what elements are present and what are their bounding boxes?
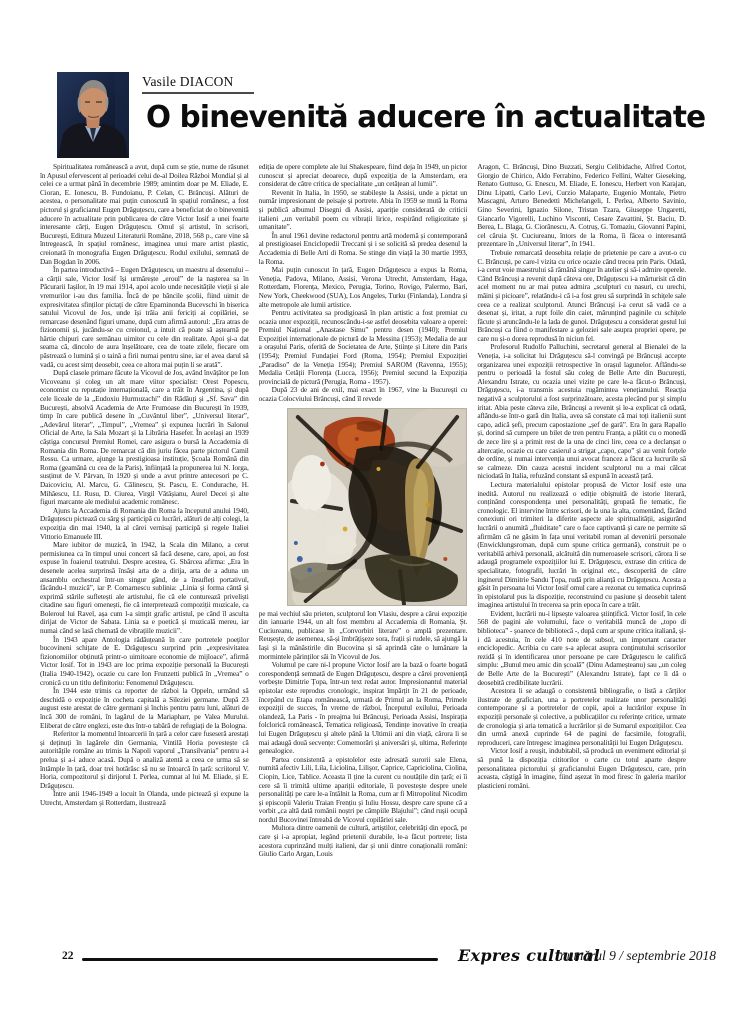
article-body [40,163,686,958]
paragraph: Lectura materialului epistolar propusă de Victor Iosif este una inedită. Autorul nu realizează o ediție obișnuită de istorie literară, conținând corespondența unei personalități, grupată fie tematic, fie cronologic. El intervine între scrisori, de la una la alta, comentând, făcând conexiuni ori trimiteri la diferite aspecte ale spiritualității, asigurând lucrării o anumită „fluiditate” care o face captivantă și care ne permite să afirmăm că ne găsim în fața unui veritabil roman al devenirii personale (Enwicklungsroman, după cum spune critica germană), construit pe o veritabilă arhivă personală, alcătuită din numeroasele scrisori, cărora li se adaugă programele expozițiilor lui E. Drăguțescu, extrase din critica de specialitate, fotografii, lucrări în original etc., descoperită de către inginerul Dimitrie Sandu Țopa, rudă prin alianță cu Drăguțescu. Acesta a găsit în persoana lui Victor Iosif omul care a rezonat cu tematica cuprinsă în epistolarul pus la dispoziție, reconstruind cu pasiune și deosebit talent imaginea artistului în trecerea sa prin epoca în care a trăit. [477,479,686,610]
paragraph: Referitor la momentul întoarcerii în țară a celor care fuseseră arestați și deținuți în lagărele din Germania, Vintilă Horia povestește că autoritățile române au trimis la Napoli vaporul „Transilvania” pentru a-i prelua și a-i aduce acasă. După o analiză atentă a ceea ce urma să se întâmple în țară, doar trei hotărăsc să nu se întoarcă în țară: scriitorul V. Horia, compozitorul și dirijorul I. Perlea, cumnat al lui M. Eliade, și E. Drăguțescu. [40,729,249,790]
paragraph: Multora dintre oamenii de cultură, artiștilor, celebrități din epocă, pe care și i-a apropiat, legând prietenii durabile, le-a făcut portrete; lista acestora cuprinzând mulți italieni, dar și unii dintre conaționalii români: Giulio Carlo Argan, Louis [258,823,468,859]
paragraph-list-1 [40,163,249,808]
column-2 [259,163,468,958]
paragraph: Volumul pe care ni-l propune Victor Iosif are la bază o foarte bogată corespondență semnată de Eugen Drăguțescu, despre a cărei proveniență vorbește Dimitrie Țopa, într-un text redat autor. Impresionantul material epistolar este reprodus cronologic, inspirat împărțit în 21 de perioade, începând cu Etapa românească, urmată de Primul an la Roma, Primele expoziții de succes, În vreme de război, Începutul exilului, Perioada olandeză, La Paris - în preajma lui Brâncuși, Perioada Assisi, Inspirația folclorică românească, Tematica religioasă, Tendințe inovative în creația lui Eugen Drăguțescu și altele până la Ultimii ani din viață, cărora li se mai adaugă două secvențe: Comemorări și aniversări și, ultima, Referințe genealogice. [258,660,468,756]
paragraph: În anul 1961 devine redactorul pentru artă modernă și contemporană al prestigioasei Enciclopedii Treccani și i se solicită să predea desenul la Accademia di Belle Arti di Roma. Se stinge din viață la 30 martie 1993, la Roma. [258,230,468,266]
paragraph: Victor Iosif a reușit, indubitabil, să producă un eveniment editorial și să pună la dispoziția cititorilor o carte cu totul aparte despre personalitatea pictorului și graficianului Eugen Drăguțescu, care, prin aceasta, câștigă în imagine, fiind așezat în mod firesc în galeria marilor plasticieni români. [477,746,686,790]
paragraph: Aragon, C. Brâncuși, Dino Buzzati, Sergiu Celibidache, Alfred Cortot, Giorgio de Chirico, Aldo Ferrabino, Federico Fellini, Walter Gieseking, Renato Guttuso, G. Enescu, M. Eliade, E. Ionescu, Herbert von Karajan, Dinu Lipatti, Carlo Levi, Curzio Malaparte, Eugenio Montale, Pietro Mascagni, Arturo Benedetti Michelangeli, I. Perlea, Alberto Savinio, Gino Severini, Ignazio Silone, Tristan Tzara, Giuseppe Ungaretti, Giancarlo Vigorelli, Luchino Visconti, Cesare Zavattini, Șt. Baciu, D. Berea, L. Blaga, G. Ciorănescu, A. Cotruș, G. Tomaziu, Giovanni Papini, cel căruia Șt. Cuciureanu, întors de la Roma, îi făcea o interesantă prezentare în „Universul literar”, în 1941. [477,163,686,249]
paragraph: Ajuns la Accademia di Romania din Roma la începutul anului 1940, Drăguțescu pictează cu sârg și participă cu lucrări, alături de alți colegi, la expoziția din mai 1940, la al cărei vernisaj participă și regele Italiei Vittorio Emanuele III. [40,505,249,541]
paragraph: După clasele primare făcute la Vicovul de Jos, având învățător pe Ion Vicoveanu și coleg un alt mare viitor specialist: Orest Popescu, economist cu reputație internațională, care a trăit în Argentina, și după cele liceale de la „Eudoxiu Hurmuzachi” din Rădăuți și „Sf. Sava” din București, absolvă Academia de Arte Frumoase din București în 1939, timp în care publică desene în „Cuvântul liber”, „Universul literar”, „Adevărul literar”, „Timpul”, „Vremea” și expunea lucrări în Salonul Oficial de Arte, la Sala Mozart și la Librăria Hasefer. În același an 1939 câștiga concursul Premiul Romei, care asigura o bursă la Accademia di Romania din Roma. De remarcat că din juriu făcea parte pictorul Camil Ressu. Ca urmare, ajunge la prestigioasa instituție, Școala Română din Roma (geamănă cu cea de la Paris), înființată la propunerea lui N. Iorga, susținut de V. Pârvan, în 1920 și unde a avut printre antecesori pe C. Daicoviciu, Al. Marcu, G. Călinescu, Șt. Pascu, E. Condurache, H. Mihăescu, I.I. Rusu, D. Ciurea, Virgil Vătășianu, Aurel Decei și alte figuri marcante ale mediului academic românesc. [40,368,249,507]
page-number: 22 [62,950,74,962]
author-underline [142,92,254,94]
paragraph-list-2a [259,163,468,404]
paragraph-list-3 [477,163,686,790]
column-1 [40,163,249,958]
paragraph: Pentru activitatea sa prodigioasă în plan artistic a fost premiat cu ocazia unor expoziții, recunoscându-i-se astfel deosebita valoare a operei: Premiul Național „Anastase Simu” pentru desen (1940); Premiul Expoziției internaționale de pictură de la Messina (1953); Medalia de aur a orașului Paris, oferită de Societatea de Arte, Științe și Litere din Paris (1954); Premiul Fundației Ford (Roma, 1954); Premiul Expoziției „Paradiso” de la Veneția 1954); Premiul SAROM (Ravenna, 1955); Medalia Cetății Florența (Lucca, 1956); Premiul secund la Expoziția provincială de pictură (Perugia, Roma - 1957). [258,308,468,386]
paragraph: Trebuie remarcată deosebita relație de prietenie pe care a avut-o cu C. Brâncuși, pe care-l vizita cu orice ocazie când trecea prin Paris. Odată, i-a cerut voie maestrului să rămână singur în atelier și să-i admire operele. Când Brâncuși a revenit după câteva ore, Drăguțescu i-a mărturisit că din acel moment nu ar mai putea admira „sculpturi cu nasuri, cu urechi, mâini și picioare”, relatându-i că i-a fost greu să surprindă în schițele sale ceea ce a realizat sculptorul. Atunci Brâncuși i-a cerut să vadă ce a desenat și, iritat, a rupt foile din caiet, mărunțind paginile cu schițele făcute și aruncându-le la lada de gunoi. Drăguțescu a considerat gestul lui Brâncuși ca fiind o manifestare a geloziei sale asupra propriei opere, pe care nu și-o dorea reprodusă în niciun fel. [477,247,686,343]
paragraph: În 1944 este trimis ca reporter de război la Oppeln, urmând să deschidă o expoziție în cocheta capitală a Sileziei germane. După 23 august este arestat de către germani și închis pentru patru luni, alături de încă 300 de români, în lagărul de la Mariapharr, pe Valea Murului. Eliberat de către englezi, este dus într-o tabără de refugiați de la Bologna. [40,686,249,730]
paragraph: Revenit în Italia, în 1950, se stabilește la Assisi, unde a pictat un număr impresionant de peisaje și portrete. Abia în 1959 se mută la Roma și publică albumul Disegni di Assisi, apariție considerată de criticii italieni „un veritabil poem cu vibrații lirice, respirând religiozitate și umanitate”. [258,187,468,232]
paragraph-list-2b [259,610,468,859]
author-name: Vasile DIACON [142,74,234,89]
paragraph: Între anii 1946-1949 a locuit în Olanda, unde pictează și expune la Utrecht, Amsterdam și Rotterdam, ilustrează [40,789,249,807]
paragraph: Evident, lucrării nu-i lipsește valoarea științifică. Victor Iosif, în cele 568 de pagini ale volumului, face o veritabilă muncă de „topo di biblioteca” - șoarece de bibliotecă -, după cum ar spune critica italiană, și-i dă acestuia, în cele 410 note de subsol, un important caracter enciclopedic. Acribia cu care s-a aplecat asupra conținutului scrisorilor rezidă și în identificarea unor persoane pe care Drăguțescu le califică simplu: „Bunul meu amic din școală” (Dinu Adameșteanu) sau „un coleg de Belle Arte de la București” (Alexandru Istrate), fapt ce îi dă o deosebită credibilitate lucrării. [477,608,686,687]
painting-image [287,408,467,606]
column-3 [477,163,686,958]
issue-info: numărul 9 / septembrie 2018 [560,948,716,963]
paragraph: Spiritualitatea românească a avut, după cum se știe, nume de răsunet în Apusul efervescent al perioadei celui de-al Doilea Război Mondial și al celei ce a urmat până în decembrie 1989; amintim doar pe M. Eliade, E. Cioran, E. Ionescu, B. Fundoianu, P. Celan, C. Brâncuși. Alături de acestea, o personalitate mai puțin cunoscută în spațiul românesc, a fost pictorul și graficianul Eugen Drăguțescu, care a beneficiat de o binevenită aducere în actualitate prin publicarea de către Victor Iosif a unei foarte interesante cărți, Eugen Drăguțescu. Omul și artistul, în scrisori, București, Editura Muzeul Literaturii Române, 2018, 568 p., care vine să întregească, în spațiul românesc, imaginea unui mare artist plastic, creionată în monografia Eugen Drăguțescu. Rodul exilului, semnată de Dan Bogdan în 2006. [40,163,249,266]
paragraph: Mai puțin cunoscut în țară, Eugen Drăguțescu a expus la Roma, Veneția, Padova, Milano, Assisi, Verona Utrecht, Amsterdam, Haga, Rotterdam, Florența, Mexico, Perugia, Torino, Rovigo, Palermo, Bari, New York, Cheekwood (SUA), Los Angeles, Turku (Finlanda), Londra și alte metropole ale lumii artistice. [258,265,468,309]
paragraph: În partea introductivă – Eugen Drăguțescu, un maestru al desenului – a cărții sale, Victor Iosif își urmărește „eroul” de la nașterea sa în Păcurarii Iașilor, în 19 mai 1914, apoi acolo unde necesitățile vieții și ale vremurilor i-au dus familia. Încă de pe băncile școlii, fiind uimit de expresivitatea sfinților pictați de către Epaminonda Bucevschi în biserica satului Vicovul de Jos, unde își trăia anii fericiți ai copilăriei, se remarcase desenând figuri umane, după cum afirmă autorul: „Era atras de fizionomii și, jucându-se cu creionul, a intuit că poate să aștearnă pe hârtie chipuri care semănau uimitor cu cele din realitate. Apoi și-a dat seama că, dincolo de aura înșelătoare, cea de toate zilele, fiecare om păstrează o lumină și o taină a firii numai pentru sine, iar el avea darul să vadă, cu acest simț deosebit, ceea ce altora mai puțin li se arată”. [40,265,249,369]
paragraph: Partea consistentă a epistolelor este adresată surorii sale Elena, numită afectiv Lili, Lila, Liciolina, Lilișor, Caprice, Capriciolina, Ciolina, Ciopin, Lice, Tablice. Aceasta îl ține la curent cu noutățile din țară; ei îi cere să îi trimită ultime apariții editoriale, îi povestește despre unele personalități pe care le-a întâlnit la Roma, cum ar fi Mitropolitul Nicodim și episcopii Valeriu Traian Frențiu și Iuliu Hossu, despre care spune că a vorbit „ca altă dată românii noștri pe câmpiile Blajului”; când rușii ocupă nordul Bucovinei întreabă de Vicovul copilăriei sale. [258,754,468,824]
paragraph: ediția de opere complete ale lui Shakespeare, fiind deja în 1949, un pictor cunoscut și apreciat deoarece, după expoziția de la Amsterdam, era considerat de către critica de specialitate „un cetățean al lumii”. [258,163,468,189]
abstract-painting-graphic [288,409,466,605]
paragraph: pe mai vechiul său prieten, sculptorul Ion Vlasiu, despre a cărui expoziție din ianuarie 1944, un alt fost membru al Accademia di Romania, Șt. Cuciureanu, publicase în „Convorbiri literare” o amplă prezentare. Reușește, de asemenea, să-și îmbrățișeze sora, frații și rudele, să ajungă la Iași și la mănăstirile din Bucovina și să aprindă câte o lumânare la mormintele părinților săi în Vicovul de Jos. [258,608,468,661]
paragraph: Acestora li se adaugă o consistentă bibliografie, o listă a cărților ilustrate de grafician, una a portretelor realizate unor personalități contemporane și a portretelor de copii, apoi a lucrărilor expuse în expoziții personale și colective, a publicațiilor cu referințe critice, urmate de cronologia și aria tematică a lucrărilor și de Sumarul expozițiilor. Cea din urmă anexă cuprinde 64 de pagini de facsimile, fotografii, reproduceri, care întregesc imaginea personalității lui Eugen Drăguțescu. [477,686,686,747]
paragraph: Mare iubitor de muzică, în 1942, la Scala din Milano, a cerut permisiunea ca în timpul unui concert să facă desene, care, apoi, au fost expuse în foaierul teatrului. Despre acestea, G. Sbârcea afirma: „Era în desenele acelea surprinsă însăși arta de a dirija, arta de a aduna un ansamblu orchestral într-un singur gând, de a însufleți portativul, făcându-l muzică”, iar P. Comarnescu sublinia: „Linia și forma cântă și exprimă stările sufletești ale artistului, fie că ele conturează priveliști citadine sau figuri omenești, fie că interpretează compoziții muzicale, ca Boleroul lui Ravel, așa cum l-a simțit grafic artistul, pe când îl asculta dirijat de Victor de Sabata. Linia sa e poetică și muzicală mereu, iar numai când se lasă chemată de vibrațiile muzicii”. [40,540,249,636]
paragraph: În 1943 apare Antologia rădăuțeană în care portretele poeților bucovineni schițate de E. Drăguțescu surprind prin „expresivitatea fizionomiilor obținută printr-o uimitoare economie de mijloace”, afirmă Victor Iosif. Tot in 1943 are loc prima expoziție personală la București (Italia 1940-1942), ocazie cu care Ion Frunzetti publică în „Vremea” o cronică cu un titlu definitoriu: Fenomenul Drăguțescu. [40,634,249,687]
author-portrait-graphic [57,72,129,158]
article-title: O binevenită aducere în actualitate [146,100,706,135]
paragraph: Profesorul Rudolfo Palluchini, secretarul general al Bienalei de la Veneția, i-a solicitat lui Drăguțescu să-l convingă pe Brâncuși accepte organizarea unei expoziții retrospective în orașul lagunelor. Aflându-se pentru o perioadă la fostul său coleg de Belle Arte din București, Alexandru Istrate, cu ocazia unei vizite pe care le-a făcut-o Brâncuși, Drăguțescu, i-a transmis acestuia rugămintea venețianului. Reacția negativă a sculptorului a fost surprinzătoare, acesta plecând pur și simplu iritat. Abia peste câteva zile, Brâncuși a revenit și le-a explicat că odată, aflându-se într-o gară din Italia, avea să constate că mai toți italienii sunt capo, adică șefi, precum capostazione „șef de gară”. Era în gara Rapallo și, dorind să cumpere un bilet de tren pentru Franța, a plătit cu o monedă de zece lire și a primit rest de la una de cinci lire, ceea ce a declanșat o altercație, ocazie cu care casierul a strigat „capo, capo” și au venit forțele de ordine, și numai intervenția unui avocat francez a făcut ca lucrurile să se calmeze. Din cauza acestui incident sculptorul nu a mai călcat niciodată în Italia, refuzând constant să expună în această țară. [477,342,686,481]
author-photo [57,72,129,158]
paragraph: După 23 de ani de exil, mai exact în 1967, vine la București cu ocazia Colocviului Brâncuși, când îl revede [258,385,468,404]
footer-rule [82,958,438,961]
magazine-logo: Expres cultural [458,946,600,965]
